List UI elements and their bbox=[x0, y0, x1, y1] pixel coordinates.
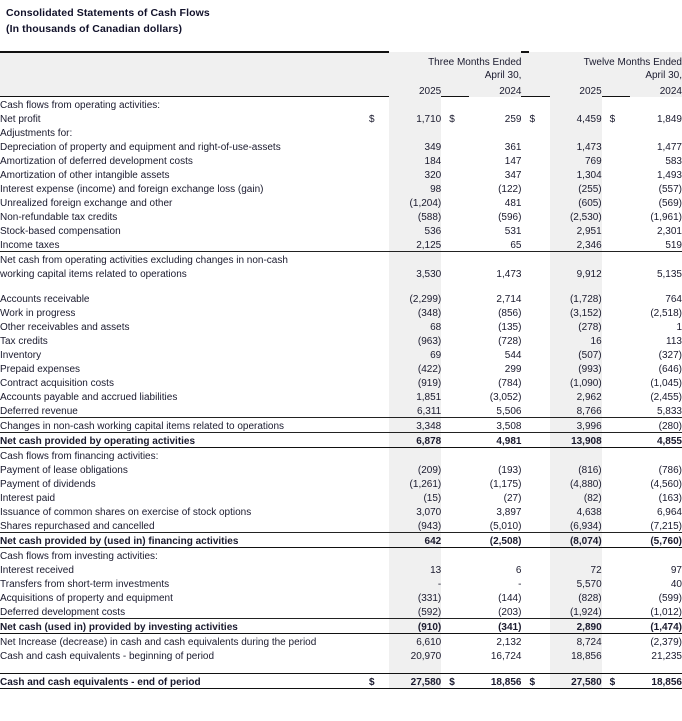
row-label: Cash and cash equivalents - end of period bbox=[0, 674, 369, 689]
header-year-q-2025: 2025 bbox=[389, 81, 441, 97]
value-q-2025: (1,261) bbox=[389, 476, 441, 490]
value-y-2025: (8,074) bbox=[550, 533, 602, 548]
header-year-y-2024: 2024 bbox=[630, 81, 682, 97]
row-label: Acquisitions of property and equipment bbox=[0, 593, 173, 604]
value-q-2024: 3,508 bbox=[469, 418, 521, 433]
row-work-in-progress bbox=[0, 305, 682, 319]
row-label: Net Increase (decrease) in cash and cash equivalents during the period bbox=[0, 637, 317, 648]
row-label: Accounts receivable bbox=[0, 294, 90, 305]
value-q-2024: 1,473 bbox=[496, 269, 522, 280]
row-other-receivables bbox=[0, 319, 682, 333]
value-q-2024: (596) bbox=[498, 212, 522, 223]
value-y-2025: (82) bbox=[550, 490, 602, 504]
value-y-2025: (1,728) bbox=[550, 291, 602, 305]
row-label: Net cash provided by operating activities bbox=[0, 433, 369, 448]
row-label: Cash and cash equivalents - beginning of period bbox=[0, 651, 215, 662]
row-label: Other receivables and assets bbox=[0, 322, 130, 333]
value-y-2025: 2,346 bbox=[550, 237, 602, 252]
value-q-2025: (348) bbox=[389, 305, 441, 319]
row-label: Accounts payable and accrued liabilities bbox=[0, 392, 178, 403]
value-q-2024: 361 bbox=[504, 142, 522, 153]
row-ncf-excluding-wc-line2 bbox=[0, 266, 682, 280]
value-q-2025: (2,299) bbox=[389, 291, 441, 305]
row-interest-expense-fx bbox=[0, 181, 682, 195]
value-q-2024: 16,724 bbox=[490, 651, 522, 662]
value-q-2025: 1,851 bbox=[389, 389, 441, 403]
value-y-2025: 2,890 bbox=[550, 619, 602, 634]
row-label: Issuance of common shares on exercise of stock options bbox=[0, 507, 252, 518]
value-q-2024: (2,508) bbox=[469, 533, 521, 548]
value-y-2025: 3,996 bbox=[550, 418, 602, 433]
value-q-2024: 481 bbox=[504, 198, 522, 209]
row-investing-heading bbox=[0, 548, 682, 563]
value-q-2025: (588) bbox=[389, 209, 441, 223]
value-q-2024: (856) bbox=[498, 308, 522, 319]
value-y-2025: (2,530) bbox=[550, 209, 602, 223]
currency-symbol: $ bbox=[449, 674, 469, 689]
row-label: Transfers from short-term investments bbox=[0, 579, 170, 590]
value-y-2025: (255) bbox=[550, 181, 602, 195]
value-y-2024: 2,301 bbox=[656, 226, 682, 237]
value-q-2025: (209) bbox=[389, 462, 441, 476]
row-net-profit bbox=[0, 111, 682, 125]
value-y-2025: (1,924) bbox=[550, 604, 602, 619]
value-y-2025: 8,724 bbox=[550, 634, 602, 649]
value-q-2025: 68 bbox=[389, 319, 441, 333]
value-y-2024: (646) bbox=[658, 364, 682, 375]
value-q-2025: 2,125 bbox=[389, 237, 441, 252]
row-interest-received bbox=[0, 562, 682, 576]
value-q-2025: (331) bbox=[389, 590, 441, 604]
value-q-2024: 6 bbox=[515, 565, 522, 576]
value-y-2024: (786) bbox=[658, 465, 682, 476]
value-q-2024: (193) bbox=[498, 465, 522, 476]
value-q-2025: 1,710 bbox=[389, 111, 441, 125]
row-label: Interest received bbox=[0, 565, 74, 576]
row-deferred-revenue bbox=[0, 403, 682, 418]
value-y-2024: (1,045) bbox=[650, 378, 682, 389]
row-non-refundable-tax-credits bbox=[0, 209, 682, 223]
value-y-2025: 4,459 bbox=[550, 111, 602, 125]
value-y-2025: 769 bbox=[550, 153, 602, 167]
row-adjustments-heading bbox=[0, 125, 682, 139]
value-y-2024: (2,455) bbox=[650, 392, 682, 403]
value-y-2024: 764 bbox=[665, 294, 682, 305]
value-q-2025: 349 bbox=[389, 139, 441, 153]
row-ncf-excluding-wc-line1 bbox=[0, 252, 682, 267]
row-label: Work in progress bbox=[0, 308, 76, 319]
value-q-2025: (15) bbox=[389, 490, 441, 504]
page-subtitle: (In thousands of Canadian dollars) bbox=[6, 23, 183, 35]
row-label: Interest expense (income) and foreign exchange loss (gain) bbox=[0, 184, 264, 195]
value-q-2025: 184 bbox=[389, 153, 441, 167]
value-y-2025: 13,908 bbox=[550, 433, 602, 448]
value-q-2024: 18,856 bbox=[469, 674, 521, 689]
row-amortization-dev-costs bbox=[0, 153, 682, 167]
row-label: Cash flows from investing activities: bbox=[0, 551, 158, 562]
value-y-2024: 519 bbox=[630, 237, 682, 252]
value-q-2025: 69 bbox=[389, 347, 441, 361]
value-q-2025: 320 bbox=[389, 167, 441, 181]
value-q-2024: (341) bbox=[469, 619, 521, 634]
value-y-2024: 18,856 bbox=[630, 674, 682, 689]
value-q-2024: (5,010) bbox=[469, 518, 521, 533]
row-label: Stock-based compensation bbox=[0, 226, 121, 237]
header-year-y-2025: 2025 bbox=[550, 81, 602, 97]
value-q-2025: 13 bbox=[389, 562, 441, 576]
value-q-2025: 3,530 bbox=[389, 266, 441, 280]
value-q-2025: (1,204) bbox=[389, 195, 441, 209]
row-label: Contract acquisition costs bbox=[0, 378, 114, 389]
value-q-2024: 2,132 bbox=[496, 637, 522, 648]
value-y-2024: (280) bbox=[630, 418, 682, 433]
value-q-2024: 65 bbox=[469, 237, 521, 252]
row-net-increase-in-cash bbox=[0, 634, 682, 649]
row-tax-credits bbox=[0, 333, 682, 347]
value-q-2025: 3,070 bbox=[389, 504, 441, 518]
value-y-2024: 21,235 bbox=[651, 651, 682, 662]
row-label: Tax credits bbox=[0, 336, 48, 347]
header-period-twelve: April 30, bbox=[529, 68, 682, 81]
header-year-q-2024: 2024 bbox=[469, 81, 521, 97]
value-y-2025: 9,912 bbox=[550, 266, 602, 280]
value-y-2024: 6,964 bbox=[656, 507, 682, 518]
value-y-2025: (507) bbox=[550, 347, 602, 361]
row-transfers-short-term-investments bbox=[0, 576, 682, 590]
row-label: Adjustments for: bbox=[0, 128, 73, 139]
value-q-2024: (144) bbox=[498, 593, 522, 604]
title-block bbox=[0, 0, 682, 37]
value-y-2024: (163) bbox=[658, 493, 682, 504]
row-financing-heading bbox=[0, 448, 682, 463]
row-label: Non-refundable tax credits bbox=[0, 212, 118, 223]
value-y-2024: 5,833 bbox=[630, 403, 682, 418]
value-q-2025: 20,970 bbox=[389, 648, 441, 662]
value-q-2024: 4,981 bbox=[469, 433, 521, 448]
value-q-2024: 147 bbox=[504, 156, 522, 167]
currency-symbol: $ bbox=[609, 114, 616, 125]
value-q-2024: (1,175) bbox=[489, 479, 522, 490]
value-q-2024: 347 bbox=[504, 170, 522, 181]
value-q-2024: 259 bbox=[504, 114, 522, 125]
currency-symbol: $ bbox=[449, 114, 455, 125]
value-q-2025: 98 bbox=[389, 181, 441, 195]
currency-symbol: $ bbox=[610, 674, 630, 689]
row-changes-in-working-capital bbox=[0, 418, 682, 433]
value-y-2025: 1,304 bbox=[550, 167, 602, 181]
row-operating-heading bbox=[0, 97, 682, 112]
row-payment-lease-obligations bbox=[0, 462, 682, 476]
value-y-2024: (2,518) bbox=[650, 308, 682, 319]
row-label: Cash flows from operating activities: bbox=[0, 100, 161, 111]
value-y-2024: (1,961) bbox=[650, 212, 682, 223]
header-year-row bbox=[0, 81, 682, 97]
row-label: Net cash provided by (used in) financing activities bbox=[0, 533, 369, 548]
value-y-2024: 1,849 bbox=[656, 114, 682, 125]
value-q-2025: 536 bbox=[389, 223, 441, 237]
value-q-2024: (784) bbox=[498, 378, 522, 389]
value-q-2025: - bbox=[389, 576, 441, 590]
value-y-2025: (4,880) bbox=[550, 476, 602, 490]
row-interest-paid bbox=[0, 490, 682, 504]
value-q-2024: 3,897 bbox=[496, 507, 522, 518]
row-label: Cash flows from financing activities: bbox=[0, 451, 159, 462]
row-inventory bbox=[0, 347, 682, 361]
value-y-2024: 4,855 bbox=[630, 433, 682, 448]
row-amortization-intangibles bbox=[0, 167, 682, 181]
value-q-2024: - bbox=[518, 579, 522, 590]
value-q-2025: (963) bbox=[389, 333, 441, 347]
value-q-2024: 2,714 bbox=[496, 294, 522, 305]
row-label: Income taxes bbox=[0, 237, 369, 252]
value-y-2024: 1,477 bbox=[656, 142, 682, 153]
value-y-2025: (3,152) bbox=[550, 305, 602, 319]
row-accounts-payable bbox=[0, 389, 682, 403]
row-total-financing-activities bbox=[0, 533, 682, 548]
row-label: Net cash (used in) provided by investing activities bbox=[0, 619, 369, 634]
value-y-2025: (993) bbox=[550, 361, 602, 375]
row-deferred-development-costs bbox=[0, 604, 682, 619]
value-q-2024: (27) bbox=[503, 493, 522, 504]
value-q-2024: (122) bbox=[498, 184, 522, 195]
value-y-2024: 1 bbox=[676, 322, 682, 333]
row-label: Net cash from operating activities excluding changes in non-cash bbox=[0, 255, 288, 266]
value-q-2024: (135) bbox=[498, 322, 522, 333]
header-three-months: Three Months Ended bbox=[389, 52, 521, 68]
value-y-2025: (605) bbox=[550, 195, 602, 209]
currency-symbol: $ bbox=[369, 114, 375, 125]
value-q-2025: (943) bbox=[389, 518, 441, 533]
value-q-2025: 642 bbox=[389, 533, 441, 548]
row-spacer bbox=[0, 280, 682, 291]
row-label: Amortization of other intangible assets bbox=[0, 170, 170, 181]
value-q-2025: 6,878 bbox=[389, 433, 441, 448]
row-label: Interest paid bbox=[0, 493, 56, 504]
row-label: Deferred development costs bbox=[0, 604, 369, 619]
value-y-2024: (1,474) bbox=[630, 619, 682, 634]
row-cash-beginning-of-period bbox=[0, 648, 682, 662]
value-y-2025: 18,856 bbox=[550, 648, 602, 662]
row-shares-repurchased bbox=[0, 518, 682, 533]
value-q-2024: 531 bbox=[504, 226, 522, 237]
row-label: Shares repurchased and cancelled bbox=[0, 518, 369, 533]
value-q-2025: (910) bbox=[389, 619, 441, 634]
row-income-taxes bbox=[0, 237, 682, 252]
row-label: Changes in non-cash working capital items related to operations bbox=[0, 418, 369, 433]
value-q-2024: 299 bbox=[504, 364, 522, 375]
value-q-2024: 544 bbox=[504, 350, 522, 361]
row-stock-based-compensation bbox=[0, 223, 682, 237]
table-header bbox=[0, 52, 682, 97]
value-y-2024: (4,560) bbox=[650, 479, 682, 490]
row-label: working capital items related to operations bbox=[0, 269, 187, 280]
value-y-2025: 27,580 bbox=[550, 674, 602, 689]
value-q-2024: 5,506 bbox=[469, 403, 521, 418]
row-contract-acquisition-costs bbox=[0, 375, 682, 389]
row-cash-end-of-period bbox=[0, 674, 682, 689]
value-y-2024: (5,760) bbox=[630, 533, 682, 548]
value-y-2024: (599) bbox=[658, 593, 682, 604]
table-bottom-rule bbox=[0, 689, 682, 697]
row-depreciation bbox=[0, 139, 682, 153]
row-label: Payment of lease obligations bbox=[0, 465, 128, 476]
row-spacer bbox=[0, 662, 682, 674]
row-unrealized-fx bbox=[0, 195, 682, 209]
row-label: Net profit bbox=[0, 114, 41, 125]
row-payment-dividends bbox=[0, 476, 682, 490]
value-q-2025: 6,610 bbox=[389, 634, 441, 649]
value-y-2025: 8,766 bbox=[550, 403, 602, 418]
row-label: Inventory bbox=[0, 350, 42, 361]
value-y-2025: 2,962 bbox=[550, 389, 602, 403]
row-label: Payment of dividends bbox=[0, 479, 96, 490]
currency-symbol: $ bbox=[529, 114, 536, 125]
header-twelve-months: Twelve Months Ended bbox=[529, 52, 682, 68]
value-y-2025: 16 bbox=[550, 333, 602, 347]
currency-symbol: $ bbox=[529, 674, 549, 689]
table-body bbox=[0, 97, 682, 697]
value-q-2025: 27,580 bbox=[389, 674, 441, 689]
value-q-2025: (919) bbox=[389, 375, 441, 389]
value-y-2024: (1,012) bbox=[630, 604, 682, 619]
header-group-row bbox=[0, 52, 682, 68]
value-y-2024: (327) bbox=[658, 350, 682, 361]
value-y-2024: 5,135 bbox=[656, 269, 682, 280]
currency-symbol: $ bbox=[369, 674, 389, 689]
value-y-2025: (278) bbox=[550, 319, 602, 333]
value-q-2024: (728) bbox=[498, 336, 522, 347]
value-y-2025: 72 bbox=[550, 562, 602, 576]
value-y-2025: 1,473 bbox=[550, 139, 602, 153]
page-title: Consolidated Statements of Cash Flows bbox=[6, 7, 210, 19]
row-total-investing-activities bbox=[0, 619, 682, 634]
row-accounts-receivable bbox=[0, 291, 682, 305]
row-label: Prepaid expenses bbox=[0, 364, 81, 375]
value-y-2024: (7,215) bbox=[630, 518, 682, 533]
value-y-2024: 583 bbox=[665, 156, 682, 167]
row-share-issuance bbox=[0, 504, 682, 518]
row-total-operating-activities bbox=[0, 433, 682, 448]
value-y-2024: (2,379) bbox=[650, 637, 682, 648]
value-q-2025: (422) bbox=[389, 361, 441, 375]
value-q-2025: (592) bbox=[389, 604, 441, 619]
value-y-2024: 40 bbox=[670, 579, 682, 590]
value-q-2025: 6,311 bbox=[389, 403, 441, 418]
value-y-2025: 5,570 bbox=[550, 576, 602, 590]
header-spacer bbox=[0, 52, 369, 68]
header-period-three: April 30, bbox=[389, 68, 521, 81]
value-y-2025: (816) bbox=[550, 462, 602, 476]
value-q-2025: 3,348 bbox=[389, 418, 441, 433]
row-acquisitions-ppe bbox=[0, 590, 682, 604]
value-y-2025: (828) bbox=[550, 590, 602, 604]
value-y-2024: 1,493 bbox=[656, 170, 682, 181]
value-y-2025: (1,090) bbox=[550, 375, 602, 389]
row-label: Depreciation of property and equipment and right-of-use-assets bbox=[0, 142, 281, 153]
value-y-2025: 2,951 bbox=[550, 223, 602, 237]
value-y-2024: (569) bbox=[658, 198, 682, 209]
value-y-2024: 113 bbox=[666, 336, 682, 347]
value-y-2024: (557) bbox=[658, 184, 682, 195]
value-y-2024: 97 bbox=[670, 565, 682, 576]
value-q-2024: (3,052) bbox=[489, 392, 522, 403]
row-label: Amortization of deferred development costs bbox=[0, 156, 193, 167]
row-prepaid-expenses bbox=[0, 361, 682, 375]
row-label: Unrealized foreign exchange and other bbox=[0, 198, 173, 209]
cash-flow-table bbox=[0, 51, 682, 696]
value-y-2025: (6,934) bbox=[550, 518, 602, 533]
header-period-row bbox=[0, 68, 682, 81]
row-label: Deferred revenue bbox=[0, 403, 369, 418]
value-q-2024: (203) bbox=[469, 604, 521, 619]
value-y-2025: 4,638 bbox=[550, 504, 602, 518]
